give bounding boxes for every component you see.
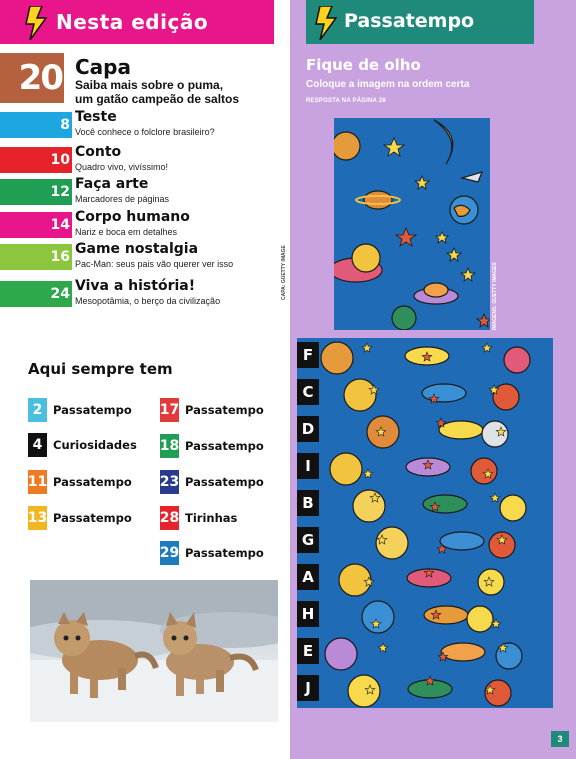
strip-shape <box>422 384 466 402</box>
toc-number-block <box>0 281 72 307</box>
recurring-page-number: 29 <box>160 541 179 565</box>
strip-shape <box>500 495 526 521</box>
puzzle-instructions: Coloque a imagem na ordem certa <box>306 79 470 90</box>
toc-page-number: 8 <box>60 117 70 133</box>
strip-illustration <box>297 486 553 523</box>
star-icon <box>490 493 500 502</box>
recurring-section-label: Passatempo <box>53 403 132 417</box>
star-icon <box>482 343 492 352</box>
puzzle-strip[interactable] <box>297 634 553 671</box>
right-header <box>306 0 534 44</box>
strip-letter: B <box>297 490 319 516</box>
strip-shape <box>344 379 376 411</box>
toc-entry-subtitle: Nariz e boca em detalhes <box>75 227 178 237</box>
page-number: 3 <box>551 731 569 747</box>
toc-entry-subtitle: Você conhece o folclore brasileiro? <box>75 127 215 137</box>
puzzle-strip[interactable] <box>297 671 553 708</box>
always-section-title: Aqui sempre tem <box>28 360 173 378</box>
puzzle-strip[interactable] <box>297 597 553 634</box>
puma-cubs-photo <box>30 580 278 722</box>
cover-subtitle-1: Saiba mais sobre o puma, <box>75 78 224 92</box>
recurring-page-number: 4 <box>28 433 47 457</box>
puzzle-strip[interactable] <box>297 338 553 375</box>
strip-illustration <box>297 671 553 708</box>
toc-entry-title[interactable]: Conto <box>75 144 122 160</box>
strip-letter: E <box>297 638 319 664</box>
strip-shape <box>362 601 394 633</box>
recurring-section-item[interactable] <box>160 434 264 458</box>
strip-shape <box>504 347 530 373</box>
strip-shape <box>348 675 380 707</box>
toc-number-block <box>0 112 72 138</box>
star-icon <box>363 469 373 478</box>
recurring-page-number: 17 <box>160 398 179 422</box>
strip-shape <box>423 495 467 513</box>
recurring-section-label: Tirinhas <box>185 511 238 525</box>
recurring-section-item[interactable] <box>28 398 132 422</box>
toc-entry-title[interactable]: Corpo humano <box>75 209 190 225</box>
puzzle-strips <box>297 338 553 706</box>
strip-shape <box>441 643 485 661</box>
cover-subtitle-2: um gatão campeão de saltos <box>75 92 240 106</box>
puzzle-title: Fique de olho <box>306 56 421 74</box>
recurring-page-number: 11 <box>28 470 47 494</box>
toc-page-number: 16 <box>50 249 70 265</box>
strip-shape <box>493 384 519 410</box>
recurring-section-label: Passatempo <box>53 511 132 525</box>
strip-shape <box>353 490 385 522</box>
recurring-section-label: Passatempo <box>185 546 264 560</box>
recurring-page-number: 23 <box>160 470 179 494</box>
strip-letter: G <box>297 527 319 553</box>
strip-shape <box>339 564 371 596</box>
toc-entry-subtitle: Mesopotâmia, o berço da civilização <box>75 296 221 306</box>
puzzle-strip[interactable] <box>297 412 553 449</box>
strip-illustration <box>297 412 553 449</box>
toc-entry-subtitle: Marcadores de páginas <box>75 194 170 204</box>
cover-number-block <box>0 53 64 103</box>
answer-note: RESPOSTA NA PÁGINA 28 <box>306 98 386 104</box>
recurring-section-label: Passatempo <box>185 403 264 417</box>
strip-illustration <box>297 560 553 597</box>
toc-page-number: 24 <box>50 286 70 302</box>
strip-shape <box>325 638 357 670</box>
recurring-section-label: Curiosidades <box>53 438 137 452</box>
toc-number-block <box>0 212 72 238</box>
recurring-page-number: 28 <box>160 506 179 530</box>
recurring-section-item[interactable] <box>28 470 132 494</box>
puzzle-strip[interactable] <box>297 486 553 523</box>
strip-illustration <box>297 338 553 375</box>
strip-illustration <box>297 634 553 671</box>
toc-entry-title[interactable]: Viva a história! <box>75 278 196 294</box>
puzzle-strip[interactable] <box>297 449 553 486</box>
strip-letter: F <box>297 342 319 368</box>
toc-entry-title[interactable]: Game nostalgia <box>75 241 199 257</box>
cover-photo-credit: CAPA: GUETTY IMAGE <box>281 245 287 300</box>
left-header <box>0 0 274 44</box>
image-credit: IMAGENS: GUETTY IMAGES <box>492 262 498 330</box>
toc-page-number: 10 <box>50 152 70 168</box>
cover-page-number: 20 <box>18 58 62 98</box>
strip-shape <box>330 453 362 485</box>
puzzle-strip[interactable] <box>297 560 553 597</box>
recurring-section-item[interactable] <box>160 541 264 565</box>
toc-entry-subtitle: Quadro vivo, vivíssimo! <box>75 162 169 172</box>
toc-number-block <box>0 179 72 205</box>
star-icon <box>362 343 372 352</box>
recurring-section-label: Passatempo <box>185 475 264 489</box>
recurring-page-number: 13 <box>28 506 47 530</box>
recurring-section-item[interactable] <box>28 433 137 457</box>
strip-shape <box>482 421 508 447</box>
cover-title[interactable]: Capa <box>75 55 131 79</box>
strip-illustration <box>297 449 553 486</box>
lightning-icon <box>314 6 340 40</box>
strip-shape <box>467 606 493 632</box>
strip-shape <box>439 421 483 439</box>
strip-letter: J <box>297 675 319 701</box>
recurring-section-item[interactable] <box>28 506 132 530</box>
puzzle-header-title: Passatempo <box>344 10 475 32</box>
strip-illustration <box>297 597 553 634</box>
recurring-section-item[interactable] <box>160 506 237 530</box>
strip-letter: C <box>297 379 319 405</box>
recurring-section-label: Passatempo <box>53 475 132 489</box>
recurring-section-label: Passatempo <box>185 439 264 453</box>
strip-shape <box>321 342 353 374</box>
puzzle-strip[interactable] <box>297 523 553 560</box>
strip-shape <box>424 606 468 624</box>
section-header-title: Nesta edição <box>56 10 209 34</box>
strip-letter: A <box>297 564 319 590</box>
toc-page-number: 12 <box>50 184 70 200</box>
recurring-section-item[interactable] <box>160 470 264 494</box>
toc-entry-title[interactable]: Teste <box>75 109 117 125</box>
recurring-page-number: 18 <box>160 434 179 458</box>
strip-shape <box>471 458 497 484</box>
recurring-page-number: 2 <box>28 398 47 422</box>
strip-letter: D <box>297 416 319 442</box>
toc-entry-title[interactable]: Faça arte <box>75 176 149 192</box>
toc-number-block <box>0 147 72 173</box>
strip-illustration <box>297 523 553 560</box>
strip-letter: I <box>297 453 319 479</box>
star-icon <box>378 643 388 652</box>
strip-letter: H <box>297 601 319 627</box>
strip-illustration <box>297 375 553 412</box>
recurring-section-item[interactable] <box>160 398 264 422</box>
puzzle-strip[interactable] <box>297 375 553 412</box>
lightning-icon <box>24 6 50 40</box>
toc-entry-subtitle: Pac-Man: seus pais vão querer ver isso <box>75 259 234 269</box>
reference-illustration <box>334 118 490 330</box>
toc-page-number: 14 <box>50 217 70 233</box>
toc-number-block <box>0 244 72 270</box>
